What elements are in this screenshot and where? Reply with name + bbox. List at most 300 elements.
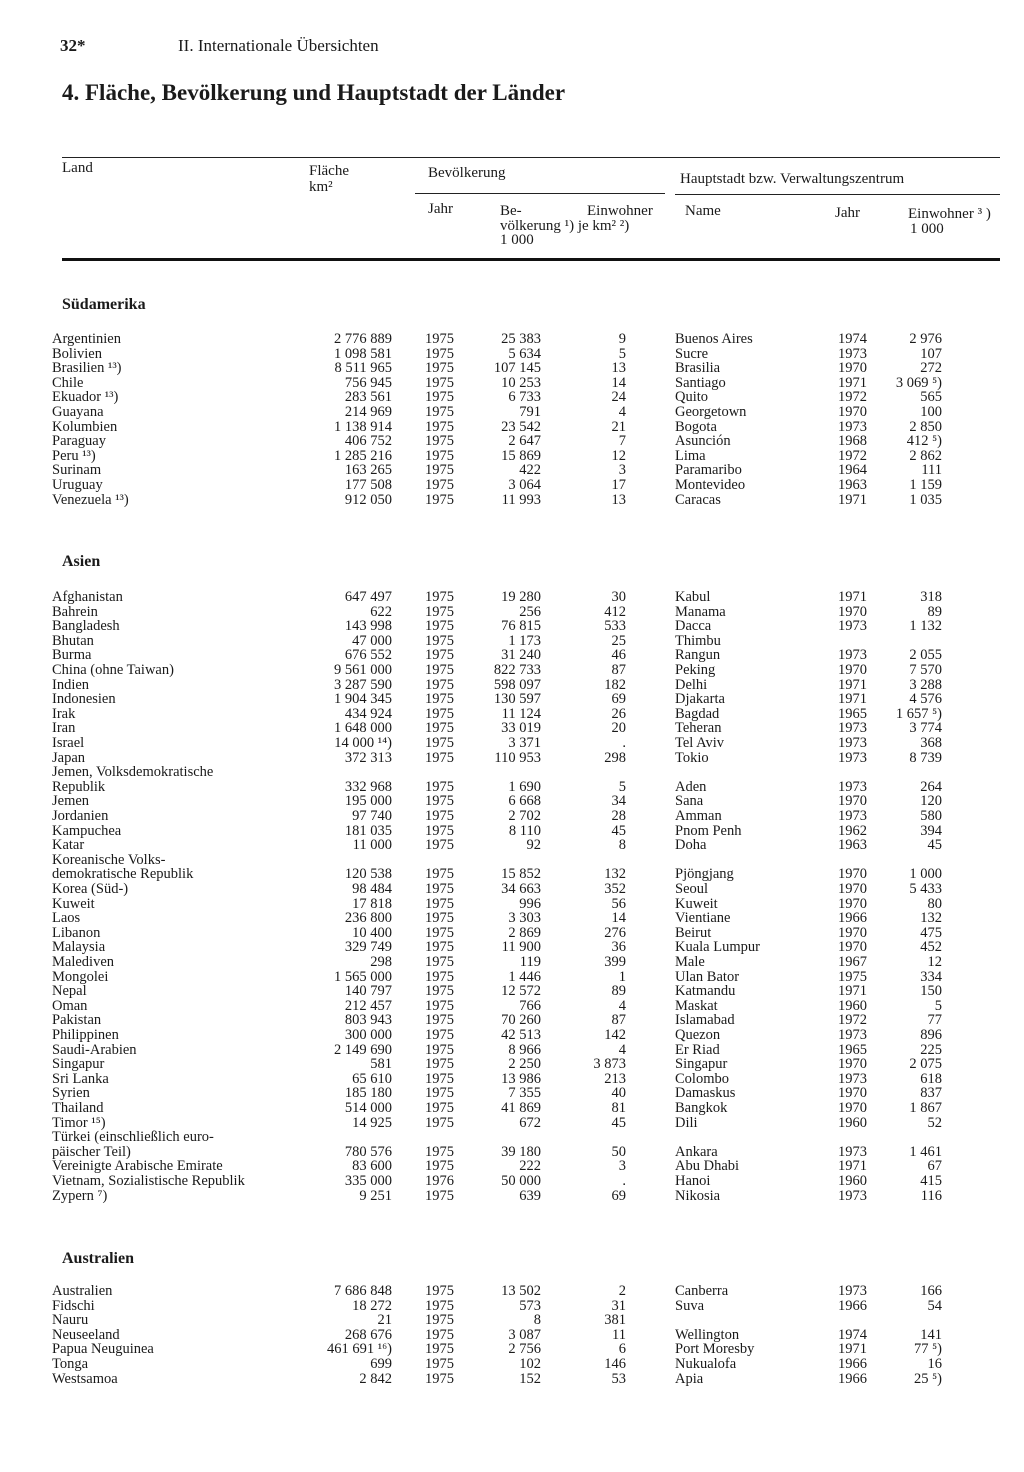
cell-flaeche: 177 508 [344,477,392,493]
cell-hauptstadt-jahr: 1973 [838,735,867,751]
cell-land: Irak [52,706,76,722]
cell-hauptstadt-name: Quito [675,389,709,406]
cell-hauptstadt-jahr: 1973 [838,1070,867,1087]
cell-bevoelkerung: 102 [519,1356,541,1372]
cell-jahr: 1975 [425,360,454,377]
cell-land: Jordanien [52,809,109,824]
cell-land: Afghanistan [52,590,123,605]
cell-einwohner-je-km2: 3 [618,1158,626,1175]
cell-einwohner-je-km2: 14 [611,910,626,927]
cell-jahr: 1975 [425,1056,454,1073]
cell-land: Mongolei [52,969,109,985]
cell-hauptstadt-name: Santiago [675,374,726,391]
cell-jahr: 1975 [425,954,454,970]
cell-land: Burma [52,648,92,664]
table-row [0,405,1024,420]
cell-hauptstadt-name: Rangun [675,647,721,664]
cell-einwohner-je-km2: 1 [618,968,626,985]
cell-hauptstadt-jahr: 1973 [838,720,867,737]
cell-flaeche: 2 149 690 [334,1041,392,1058]
cell-einwohner-je-km2: 53 [611,1370,626,1387]
cell-hauptstadt-jahr: 1963 [838,477,867,493]
cell-hauptstadt-einwohner: 452 [920,939,942,956]
cell-land: Syrien [52,1086,90,1102]
cell-hauptstadt-name: Ankara [675,1143,718,1160]
cell-land: Neuseeland [52,1327,120,1343]
cell-hauptstadt-jahr: 1971 [838,374,867,391]
cell-bevoelkerung: 41 869 [501,1100,541,1116]
table-row [0,361,1024,376]
cell-bevoelkerung: 8 966 [508,1041,541,1058]
cell-hauptstadt-einwohner: 2 075 [909,1056,942,1073]
cell-flaeche: 514 000 [344,1100,392,1116]
cell-hauptstadt-einwohner: 264 [920,778,942,795]
cell-hauptstadt-jahr: 1971 [838,1158,867,1175]
cell-hauptstadt-name: Wellington [675,1326,740,1343]
cell-land: Nauru [52,1313,89,1329]
cell-einwohner-je-km2: 31 [611,1297,626,1314]
cell-flaeche: 406 752 [344,433,392,450]
cell-hauptstadt-name: Thimbu [675,632,721,649]
cell-hauptstadt-einwohner: 415 [920,1173,942,1189]
cell-hauptstadt-jahr: 1960 [838,1114,867,1131]
cell-einwohner-je-km2: 213 [604,1070,626,1087]
cell-land: Türkei (einschließlich euro- [52,1130,214,1146]
cell-flaeche: 9 251 [359,1187,392,1204]
cell-flaeche: 912 050 [344,491,392,508]
cell-hauptstadt-name: Aden [675,778,707,795]
cell-bevoelkerung: 70 260 [501,1012,541,1029]
cell-hauptstadt-jahr: 1974 [838,331,867,347]
cell-land: Pakistan [52,1013,102,1029]
cell-hauptstadt-einwohner: 120 [920,793,942,810]
cell-hauptstadt-einwohner: 8 739 [909,749,942,766]
col-bev-line2: völkerung ¹) je km² ²) [500,218,630,234]
cell-hauptstadt-einwohner: 2 850 [909,418,942,435]
cell-hauptstadt-einwohner: 2 862 [909,447,942,464]
cell-bevoelkerung: 1 446 [508,968,541,985]
cell-jahr: 1975 [425,647,454,664]
cell-land: Sri Lanka [52,1071,109,1087]
cell-flaeche: 236 800 [344,910,392,927]
cell-jahr: 1975 [425,793,454,810]
cell-flaeche: 335 000 [344,1173,392,1189]
cell-hauptstadt-einwohner: 368 [920,735,942,751]
cell-jahr: 1976 [425,1173,454,1189]
cell-einwohner-je-km2: 69 [611,1187,626,1204]
cell-flaeche: 7 686 848 [334,1283,392,1299]
cell-hauptstadt-einwohner: 80 [927,895,942,912]
cell-hauptstadt-einwohner: 1 867 [909,1100,942,1116]
cell-hauptstadt-jahr: 1973 [838,749,867,766]
cell-hauptstadt-name: Abu Dhabi [675,1158,740,1175]
cell-land: Republik [52,779,106,795]
cell-flaeche: 83 600 [352,1158,392,1175]
table-row [0,390,1024,405]
cell-hauptstadt-einwohner: 272 [920,360,942,377]
cell-jahr: 1975 [425,1100,454,1116]
cell-hauptstadt-einwohner: 54 [927,1297,942,1314]
cell-jahr: 1975 [425,374,454,391]
cell-hauptstadt-einwohner: 1 000 [909,866,942,883]
cell-land: Bhutan [52,633,94,649]
cell-jahr: 1975 [425,589,454,605]
cell-jahr: 1975 [425,1370,454,1387]
table-row [0,619,1024,634]
cell-jahr: 1975 [425,491,454,508]
cell-hauptstadt-name: Ulan Bator [675,968,740,985]
cell-bevoelkerung: 12 572 [501,983,541,1000]
section-heading: Asien [62,553,101,570]
cell-einwohner-je-km2: 13 [611,491,626,508]
cell-land: Peru ¹³) [52,448,96,464]
cell-hauptstadt-name: Bangkok [675,1100,728,1116]
cell-hauptstadt-einwohner: 7 570 [909,662,942,678]
cell-hauptstadt-einwohner: 150 [920,983,942,1000]
cell-jahr: 1975 [425,1356,454,1372]
cell-jahr: 1975 [425,676,454,693]
cell-land: Vietnam, Sozialistische Republik [52,1174,245,1189]
cell-hauptstadt-jahr: 1970 [838,793,867,810]
cell-hauptstadt-jahr: 1970 [838,360,867,377]
cell-hauptstadt-name: Pnom Penh [675,822,742,839]
cell-flaeche: 2 842 [359,1370,392,1387]
cell-jahr: 1975 [425,691,454,708]
table-row [0,449,1024,464]
cell-jahr: 1975 [425,939,454,956]
cell-hauptstadt-name: Port Moresby [675,1341,755,1358]
hauptstadt-rule [675,194,1000,195]
col-bev-line1: Be- [500,203,522,219]
cell-jahr: 1975 [425,331,454,347]
cell-flaeche: 185 180 [344,1085,392,1102]
cell-flaeche: 372 313 [344,749,392,766]
col-einwohner: Einwohner [587,203,653,219]
cell-hauptstadt-einwohner: 141 [920,1326,942,1343]
section-heading: Australien [62,1250,134,1267]
cell-hauptstadt-jahr: 1970 [838,1085,867,1102]
cell-flaeche: 1 285 216 [334,447,392,464]
cell-bevoelkerung: 92 [526,837,541,854]
cell-flaeche: 1 904 345 [334,691,392,708]
cell-hauptstadt-name: Brasilia [675,360,721,377]
cell-flaeche: 212 457 [344,997,392,1014]
cell-land: Thailand [52,1101,104,1116]
cell-land: Jemen, Volksdemokratische [52,765,214,781]
cell-hauptstadt-name: Nukualofa [675,1356,737,1372]
cell-land: Oman [52,998,88,1014]
cell-flaeche: 3 287 590 [334,676,392,693]
cell-hauptstadt-jahr: 1964 [838,462,867,479]
cell-hauptstadt-name: Dili [675,1114,698,1131]
cell-land: Malediven [52,955,115,970]
col-bev-unit: 1 000 [500,232,534,248]
cell-hauptstadt-name: Lima [675,447,706,464]
table-row [0,1116,1024,1131]
cell-jahr: 1975 [425,822,454,839]
cell-hauptstadt-name: Vientiane [675,910,731,927]
cell-hauptstadt-name: Kuala Lumpur [675,939,760,956]
cell-flaeche: 298 [370,954,392,970]
cell-bevoelkerung: 256 [519,603,541,620]
cell-hauptstadt-jahr: 1962 [838,822,867,839]
cell-flaeche: 98 484 [352,881,392,897]
cell-flaeche: 47 000 [352,632,392,649]
cell-jahr: 1975 [425,433,454,450]
cell-land: Iran [52,721,76,737]
cell-bevoelkerung: 598 097 [493,676,541,693]
cell-bevoelkerung: 6 733 [508,389,541,406]
cell-flaeche: 461 691 ¹⁶) [327,1341,392,1358]
cell-hauptstadt-jahr: 1971 [838,1341,867,1358]
cell-hauptstadt-name: Quezon [675,1027,721,1043]
cell-bevoelkerung: 1 690 [508,778,541,795]
header-bottom-rule [62,258,1000,261]
cell-einwohner-je-km2: 9 [618,331,626,347]
cell-jahr: 1975 [425,910,454,927]
cell-hauptstadt-name: Delhi [675,676,708,693]
table-row [0,809,1024,824]
cell-hauptstadt-name: Buenos Aires [675,331,753,347]
cell-hauptstadt-jahr: 1974 [838,1326,867,1343]
cell-flaeche: 9 561 000 [334,662,392,678]
cell-flaeche: 120 538 [344,866,392,883]
cell-land: Japan [52,750,86,766]
cell-hauptstadt-name: Kabul [675,589,711,605]
col-hauptstadt-einwohner-unit: 1 000 [910,221,944,237]
cell-hauptstadt-name: Seoul [675,881,709,897]
cell-hauptstadt-einwohner: 1 461 [909,1143,942,1160]
cell-hauptstadt-jahr: 1970 [838,939,867,956]
cell-hauptstadt-jahr: 1973 [838,808,867,824]
cell-hauptstadt-name: Tokio [675,749,709,766]
cell-jahr: 1975 [425,447,454,464]
cell-einwohner-je-km2: 14 [611,374,626,391]
cell-hauptstadt-einwohner: 2 055 [909,647,942,664]
cell-jahr: 1975 [425,778,454,795]
table-row [0,1372,1024,1387]
table-row [0,1101,1024,1116]
cell-jahr: 1975 [425,924,454,941]
cell-jahr: 1975 [425,1312,454,1329]
cell-bevoelkerung: 76 815 [501,618,541,635]
cell-einwohner-je-km2: 36 [611,939,626,956]
cell-hauptstadt-einwohner: 2 976 [909,331,942,347]
cell-hauptstadt-name: Islamabad [675,1012,735,1029]
cell-flaeche: 756 945 [344,374,392,391]
cell-flaeche: 65 610 [352,1070,392,1087]
table-row [0,692,1024,707]
cell-hauptstadt-jahr: 1966 [838,1356,867,1372]
cell-einwohner-je-km2: 11 [612,1326,626,1343]
cell-einwohner-je-km2: 25 [611,632,626,649]
cell-flaeche: 8 511 965 [334,360,392,377]
cell-hauptstadt-einwohner: 3 774 [909,720,942,737]
cell-hauptstadt-einwohner: 475 [920,924,942,941]
cell-einwohner-je-km2: 132 [604,866,626,883]
cell-einwohner-je-km2: 46 [611,647,626,664]
cell-jahr: 1975 [425,1027,454,1043]
page-header [60,36,379,56]
cell-land: Uruguay [52,478,103,493]
table-row [0,984,1024,999]
cell-einwohner-je-km2: 298 [604,749,626,766]
cell-einwohner-je-km2: 20 [611,720,626,737]
cell-land: Timor ¹⁵) [52,1115,106,1131]
cell-bevoelkerung: 107 145 [493,360,541,377]
cell-hauptstadt-einwohner: 132 [920,910,942,927]
cell-jahr: 1975 [425,389,454,406]
cell-hauptstadt-einwohner: 1 035 [909,491,942,508]
cell-hauptstadt-name: Dacca [675,618,712,635]
cell-flaeche: 581 [370,1056,392,1073]
cell-einwohner-je-km2: 3 [618,462,626,479]
cell-einwohner-je-km2: 89 [611,983,626,1000]
col-hauptstadt: Hauptstadt bzw. Verwaltungszentrum [680,171,905,187]
cell-land: Papua Neuguinea [52,1342,154,1358]
cell-hauptstadt-einwohner: 89 [927,603,942,620]
cell-einwohner-je-km2: 13 [611,360,626,377]
cell-hauptstadt-jahr: 1971 [838,691,867,708]
cell-hauptstadt-jahr: 1971 [838,589,867,605]
cell-bevoelkerung: 33 019 [501,720,541,737]
cell-flaeche: 268 676 [344,1326,392,1343]
cell-einwohner-je-km2: 533 [604,618,626,635]
cell-land: Philippinen [52,1028,119,1043]
cell-einwohner-je-km2: 182 [604,676,626,693]
cell-hauptstadt-einwohner: 77 [927,1012,942,1029]
cell-hauptstadt-name: Maskat [675,997,718,1014]
cell-jahr: 1975 [425,837,454,854]
cell-einwohner-je-km2: 381 [604,1312,626,1329]
cell-bevoelkerung: 3 303 [508,910,541,927]
cell-hauptstadt-name: Beirut [675,924,712,941]
cell-hauptstadt-einwohner: 3 288 [909,676,942,693]
table-row [0,1357,1024,1372]
cell-flaeche: 14 925 [352,1114,392,1131]
table-row [0,736,1024,751]
cell-hauptstadt-jahr: 1965 [838,705,867,722]
cell-jahr: 1975 [425,997,454,1014]
cell-hauptstadt-name: Manama [675,603,726,620]
cell-bevoelkerung: 39 180 [501,1143,541,1160]
cell-jahr: 1975 [425,968,454,985]
table-row [0,590,1024,605]
col-land: Land [62,160,93,176]
cell-bevoelkerung: 13 986 [501,1070,541,1087]
cell-einwohner-je-km2: 45 [611,822,626,839]
cell-jahr: 1975 [425,1114,454,1131]
cell-einwohner-je-km2: 87 [611,662,626,678]
cell-jahr: 1975 [425,1143,454,1160]
cell-jahr: 1975 [425,1283,454,1299]
cell-einwohner-je-km2: 146 [604,1356,626,1372]
cell-jahr: 1975 [425,1341,454,1358]
cell-hauptstadt-einwohner: 225 [920,1041,942,1058]
cell-einwohner-je-km2: 87 [611,1012,626,1029]
cell-land: Libanon [52,925,101,941]
cell-bevoelkerung: 996 [519,895,541,912]
col-jahr: Jahr [428,201,453,217]
cell-bevoelkerung: 34 663 [501,881,541,897]
cell-hauptstadt-jahr: 1965 [838,1041,867,1058]
cell-einwohner-je-km2: 7 [618,433,626,450]
table-row [0,751,1024,766]
cell-einwohner-je-km2: 50 [611,1143,626,1160]
cell-jahr: 1975 [425,462,454,479]
cell-hauptstadt-einwohner: 25 ⁵) [913,1370,942,1387]
table-row [0,1284,1024,1299]
cell-hauptstadt-jahr: 1970 [838,881,867,897]
cell-hauptstadt-jahr: 1971 [838,491,867,508]
cell-hauptstadt-name: Teheran [675,720,722,737]
cell-hauptstadt-jahr: 1970 [838,404,867,420]
cell-hauptstadt-jahr: 1970 [838,924,867,941]
cell-flaeche: 1 648 000 [334,720,392,737]
cell-hauptstadt-name: Doha [675,837,707,854]
cell-hauptstadt-name: Montevideo [675,477,746,493]
cell-hauptstadt-einwohner: 565 [920,389,942,406]
cell-hauptstadt-name: Georgetown [675,404,747,420]
table-row [0,882,1024,897]
cell-land: Indien [52,677,90,693]
cell-flaeche: 803 943 [344,1012,392,1029]
cell-flaeche: 1 098 581 [334,345,392,362]
cell-land: Fidschi [52,1298,95,1314]
cell-flaeche: 14 000 ¹⁴) [334,735,392,751]
cell-einwohner-je-km2: 352 [604,881,626,897]
cell-hauptstadt-jahr: 1971 [838,983,867,1000]
cell-einwohner-je-km2: 3 873 [593,1056,626,1073]
cell-hauptstadt-jahr: 1973 [838,1027,867,1043]
cell-land: Kampuchea [52,823,122,839]
table-row [0,824,1024,839]
cell-hauptstadt-einwohner: 4 576 [909,691,942,708]
cell-flaeche: 140 797 [344,983,392,1000]
cell-flaeche: 780 576 [344,1143,392,1160]
col-flaeche-unit: km² [309,179,333,195]
cell-bevoelkerung: 1 173 [508,632,541,649]
cell-hauptstadt-einwohner: 107 [920,345,942,362]
col-hauptstadt-einwohner: Einwohner ³ ) [908,206,991,222]
cell-hauptstadt-jahr: 1960 [838,997,867,1014]
cell-bevoelkerung: 42 513 [501,1027,541,1043]
cell-jahr: 1975 [425,808,454,824]
cell-einwohner-je-km2: 69 [611,691,626,708]
cell-hauptstadt-name: Bagdad [675,705,720,722]
cell-hauptstadt-jahr: 1970 [838,1056,867,1073]
cell-hauptstadt-name: Hanoi [675,1173,711,1189]
table-row [0,1342,1024,1357]
cell-hauptstadt-einwohner: 318 [920,589,942,605]
cell-bevoelkerung: 11 993 [501,491,541,508]
cell-hauptstadt-jahr: 1973 [838,778,867,795]
cell-land: Venezuela ¹³) [52,492,129,508]
cell-hauptstadt-name: Sana [675,793,704,810]
cell-hauptstadt-jahr: 1973 [838,647,867,664]
cell-flaeche: 2 776 889 [334,331,392,347]
cell-bevoelkerung: 2 250 [508,1056,541,1073]
cell-land: Singapur [52,1057,105,1073]
cell-bevoelkerung: 110 953 [494,749,541,766]
cell-bevoelkerung: 19 280 [501,589,541,605]
cell-hauptstadt-jahr: 1973 [838,1187,867,1204]
cell-hauptstadt-jahr: 1966 [838,910,867,927]
cell-jahr: 1975 [425,1085,454,1102]
cell-einwohner-je-km2: 2 [618,1283,626,1299]
cell-bevoelkerung: 672 [519,1114,541,1131]
cell-flaeche: 97 740 [352,808,392,824]
